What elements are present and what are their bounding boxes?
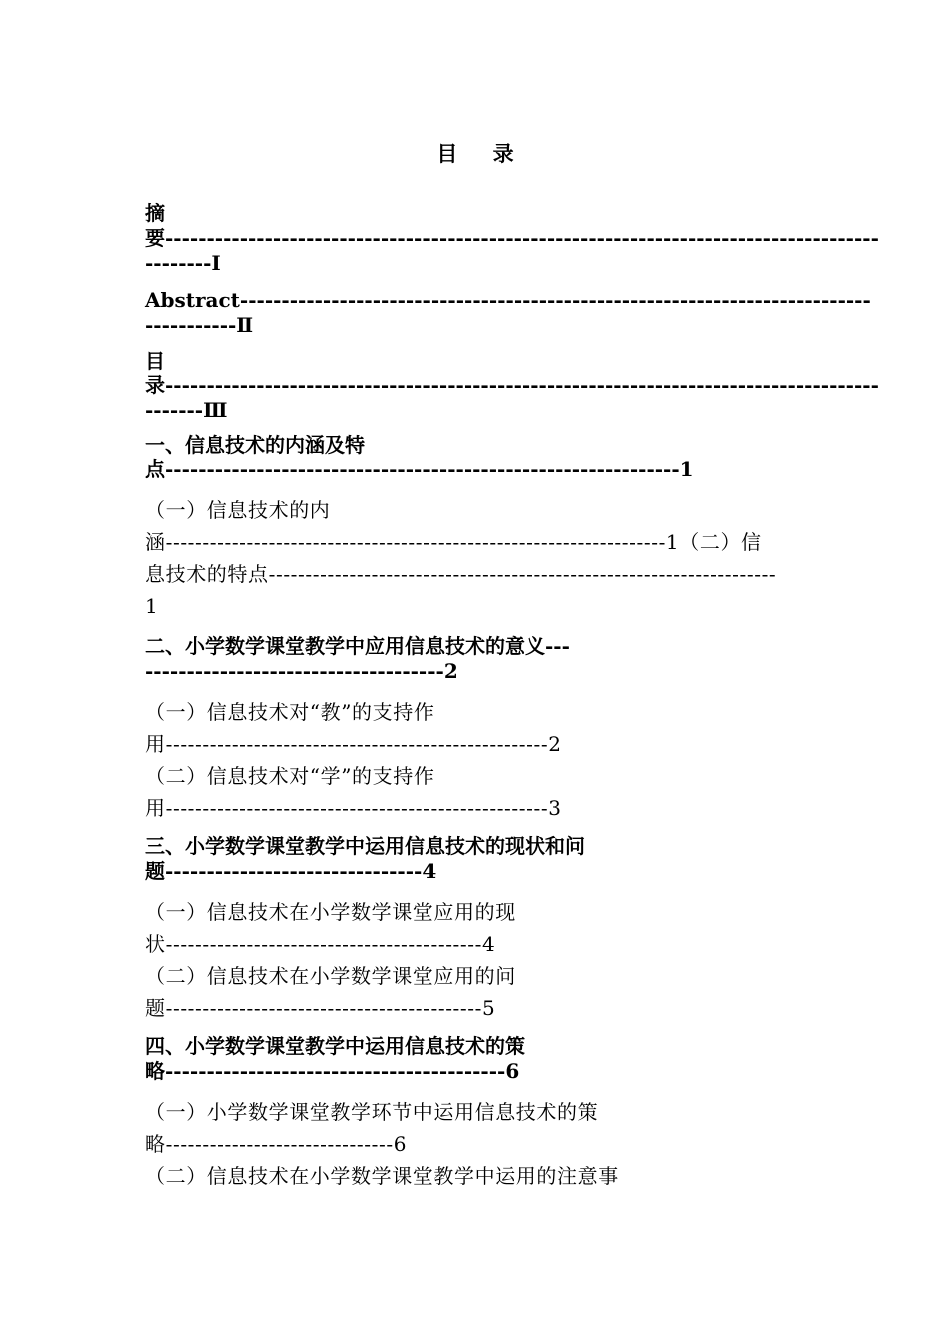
toc-line: 摘	[145, 201, 165, 225]
toc-line: （二）信息技术对“学”的支持作	[145, 764, 435, 788]
toc-line: （二）信息技术在小学数学课堂教学中运用的注意事	[145, 1164, 619, 1188]
toc-line: ------------------------------------2	[145, 659, 458, 683]
toc-line: 题-------------------------------4	[145, 859, 437, 883]
toc-line: 四、小学数学课堂教学中运用信息技术的策	[145, 1034, 525, 1058]
toc-line: 息技术的特点---------------------------------------------------------------------	[145, 562, 777, 586]
toc-line: 一、信息技术的内涵及特	[145, 433, 365, 457]
toc-line: -----------Ⅱ	[145, 313, 254, 337]
toc-line: 用----------------------------------------------------3	[145, 796, 562, 820]
toc-line: （一）信息技术对“教”的支持作	[145, 700, 435, 724]
toc-line: 点--------------------------------------------------------------1	[145, 457, 694, 481]
toc-line: 状-------------------------------------------4	[145, 932, 496, 956]
toc-line: 涵--------------------------------------------------------------------1（二）信	[145, 530, 762, 554]
toc-line: 略-------------------------------6	[145, 1132, 408, 1156]
toc-line: 1	[145, 594, 159, 618]
toc-line: 要--------------------------------------------------------------------------------------	[145, 226, 879, 250]
toc-line: 目	[145, 349, 165, 373]
toc-line: （一）小学数学课堂教学环节中运用信息技术的策	[145, 1100, 599, 1124]
toc-line: 略-----------------------------------------6	[145, 1059, 520, 1083]
toc-line: 三、小学数学课堂教学中运用信息技术的现状和问	[145, 834, 585, 858]
toc-line: 二、小学数学课堂教学中应用信息技术的意义---	[145, 634, 570, 658]
toc-line: Abstract----------------------------------------------------------------------------	[145, 288, 871, 312]
toc-line: -------Ⅲ	[145, 398, 228, 422]
toc-line: （一）信息技术的内	[145, 498, 331, 522]
toc-line: （二）信息技术在小学数学课堂应用的问	[145, 964, 516, 988]
page-title: 目 录	[436, 141, 528, 166]
toc-line: 录--------------------------------------------------------------------------------------	[145, 373, 879, 397]
toc-line: --------I	[145, 251, 221, 275]
toc-line: （一）信息技术在小学数学课堂应用的现	[145, 900, 516, 924]
toc-line: 题-------------------------------------------5	[145, 996, 496, 1020]
toc-line: 用----------------------------------------------------2	[145, 732, 562, 756]
